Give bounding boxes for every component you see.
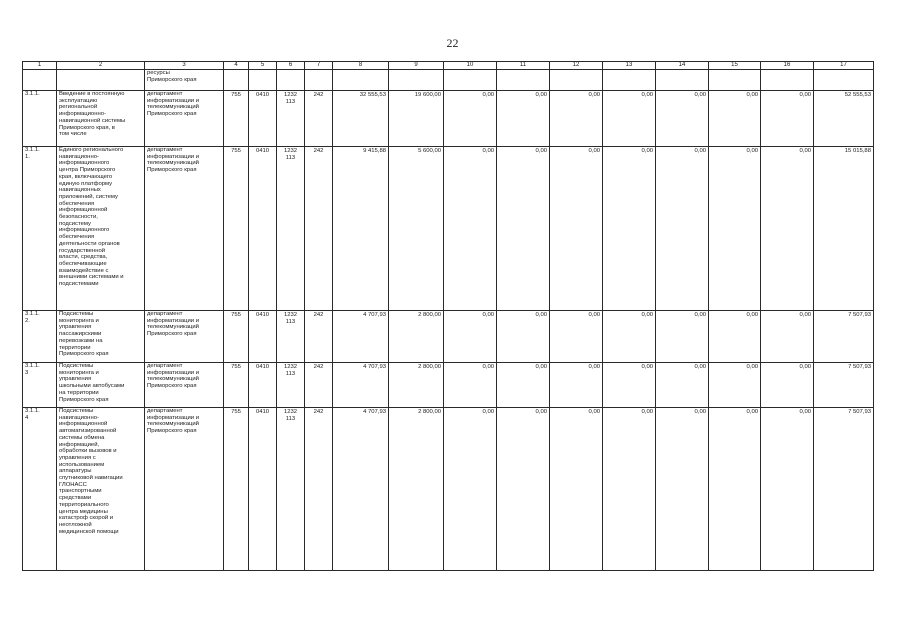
continuation-row <box>23 70 874 91</box>
item-description: Единого регионального навигационно- информационного центра Приморского края, включающего единую платформу навигационных приложений, систему обеспечения информационной безопасности, подсистему информационного обеспечения деятельности органов государственной власти, средства, обеспечивающие взаимодействие с внешними системами и подсистемами <box>57 147 145 311</box>
grbs-code: 755 <box>224 363 249 408</box>
expense-type: 242 <box>305 408 333 571</box>
amount-cell: 4 707,93 <box>333 311 389 363</box>
item-number: 3.1.1. 1. <box>23 147 57 311</box>
col-header: 16 <box>761 62 814 70</box>
cell <box>23 70 57 91</box>
target-code: 1232 113 <box>277 311 305 363</box>
col-header: 9 <box>389 62 444 70</box>
amount-cell: 0,00 <box>709 408 761 571</box>
col-header: 2 <box>57 62 145 70</box>
cell <box>249 70 277 91</box>
item-number: 3.1.1. 3 <box>23 363 57 408</box>
amount-cell: 0,00 <box>603 363 656 408</box>
grbs-code: 755 <box>224 311 249 363</box>
grbs-code: 755 <box>224 91 249 147</box>
item-number: 3.1.1. 2. <box>23 311 57 363</box>
responsible-cell: департамент информатизации и телекоммуникаций Приморского края <box>145 311 224 363</box>
amount-cell: 0,00 <box>656 363 709 408</box>
amount-cell: 0,00 <box>497 363 550 408</box>
amount-cell: 0,00 <box>761 363 814 408</box>
amount-cell: 0,00 <box>761 311 814 363</box>
cell <box>814 70 874 91</box>
budget-table <box>22 61 874 571</box>
amount-cell: 4 707,93 <box>333 408 389 571</box>
amount-cell: 9 415,88 <box>333 147 389 311</box>
responsible-cell: департамент информатизации и телекоммуникаций Приморского края <box>145 408 224 571</box>
col-header: 4 <box>224 62 249 70</box>
amount-cell: 19 600,00 <box>389 91 444 147</box>
total-cell: 7 507,93 <box>814 311 874 363</box>
amount-cell: 5 600,00 <box>389 147 444 311</box>
total-cell: 52 555,53 <box>814 91 874 147</box>
amount-cell: 0,00 <box>656 91 709 147</box>
col-header: 1 <box>23 62 57 70</box>
amount-cell: 4 707,93 <box>333 363 389 408</box>
amount-cell: 0,00 <box>656 408 709 571</box>
item-description: Подсистемы мониторинга и управления школьными автобусами на территории Приморского края <box>57 363 145 408</box>
col-header: 3 <box>145 62 224 70</box>
cell <box>57 70 145 91</box>
amount-cell: 0,00 <box>603 91 656 147</box>
amount-cell: 0,00 <box>497 408 550 571</box>
responsible-cell: ресурсы Приморского края <box>145 70 224 91</box>
section-code: 0410 <box>249 311 277 363</box>
cell <box>444 70 497 91</box>
responsible-cell: департамент информатизации и телекоммуникаций Приморского края <box>145 91 224 147</box>
table-row <box>23 147 874 311</box>
item-number: 3.1.1. <box>23 91 57 147</box>
table-row <box>23 363 874 408</box>
amount-cell: 0,00 <box>444 311 497 363</box>
amount-cell: 0,00 <box>550 91 603 147</box>
amount-cell: 0,00 <box>603 311 656 363</box>
table-row <box>23 408 874 571</box>
amount-cell: 0,00 <box>444 363 497 408</box>
cell <box>305 70 333 91</box>
target-code: 1232 113 <box>277 363 305 408</box>
amount-cell: 0,00 <box>761 147 814 311</box>
item-description: Подсистемы мониторинга и управления пассажирскими перевозками на территории Приморского края <box>57 311 145 363</box>
amount-cell: 0,00 <box>497 147 550 311</box>
col-header: 13 <box>603 62 656 70</box>
amount-cell: 0,00 <box>709 311 761 363</box>
col-header: 7 <box>305 62 333 70</box>
table-row <box>23 91 874 147</box>
col-header: 6 <box>277 62 305 70</box>
expense-type: 242 <box>305 363 333 408</box>
total-cell: 15 015,88 <box>814 147 874 311</box>
cell <box>656 70 709 91</box>
amount-cell: 0,00 <box>709 147 761 311</box>
amount-cell: 0,00 <box>656 147 709 311</box>
amount-cell: 0,00 <box>550 363 603 408</box>
section-code: 0410 <box>249 91 277 147</box>
cell <box>550 70 603 91</box>
amount-cell: 0,00 <box>656 311 709 363</box>
col-header: 15 <box>709 62 761 70</box>
amount-cell: 0,00 <box>761 408 814 571</box>
col-header: 8 <box>333 62 389 70</box>
cell <box>224 70 249 91</box>
amount-cell: 0,00 <box>497 91 550 147</box>
item-description: Подсистемы навигационно- информационной автоматизированной системы обмена информацией, обработки вызовов и управления с использованием аппаратуры спутниковой навигации ГЛОНАСС транспортными средствами территориального центра медицины катастроф скорой и неотложной медицинской помощи <box>57 408 145 571</box>
table-row <box>23 311 874 363</box>
responsible-cell: департамент информатизации и телекоммуникаций Приморского края <box>145 147 224 311</box>
target-code: 1232 113 <box>277 147 305 311</box>
total-cell: 7 507,93 <box>814 363 874 408</box>
amount-cell: 0,00 <box>603 408 656 571</box>
cell <box>761 70 814 91</box>
section-code: 0410 <box>249 408 277 571</box>
amount-cell: 0,00 <box>603 147 656 311</box>
amount-cell: 0,00 <box>497 311 550 363</box>
grbs-code: 755 <box>224 408 249 571</box>
expense-type: 242 <box>305 91 333 147</box>
amount-cell: 0,00 <box>709 91 761 147</box>
target-code: 1232 113 <box>277 408 305 571</box>
amount-cell: 0,00 <box>550 147 603 311</box>
col-header: 10 <box>444 62 497 70</box>
col-header: 17 <box>814 62 874 70</box>
cell <box>333 70 389 91</box>
amount-cell: 0,00 <box>761 91 814 147</box>
header-row <box>23 62 874 70</box>
amount-cell: 0,00 <box>550 311 603 363</box>
expense-type: 242 <box>305 147 333 311</box>
amount-cell: 0,00 <box>444 147 497 311</box>
col-header: 5 <box>249 62 277 70</box>
amount-cell: 2 800,00 <box>389 311 444 363</box>
col-header: 11 <box>497 62 550 70</box>
cell <box>389 70 444 91</box>
expense-type: 242 <box>305 311 333 363</box>
col-header: 14 <box>656 62 709 70</box>
amount-cell: 0,00 <box>444 91 497 147</box>
amount-cell: 2 800,00 <box>389 363 444 408</box>
page-number: 22 <box>446 36 459 50</box>
cell <box>497 70 550 91</box>
section-code: 0410 <box>249 147 277 311</box>
total-cell: 7 507,93 <box>814 408 874 571</box>
cell <box>277 70 305 91</box>
item-number: 3.1.1. 4 <box>23 408 57 571</box>
amount-cell: 0,00 <box>709 363 761 408</box>
amount-cell: 0,00 <box>550 408 603 571</box>
cell <box>603 70 656 91</box>
amount-cell: 2 800,00 <box>389 408 444 571</box>
amount-cell: 32 555,53 <box>333 91 389 147</box>
grbs-code: 755 <box>224 147 249 311</box>
responsible-cell: департамент информатизации и телекоммуникаций Приморского края <box>145 363 224 408</box>
target-code: 1232 113 <box>277 91 305 147</box>
item-description: Введение в постоянную эксплуатацию региональной информационно- навигационной системы Приморского края, в том числе <box>57 91 145 147</box>
section-code: 0410 <box>249 363 277 408</box>
col-header: 12 <box>550 62 603 70</box>
cell <box>709 70 761 91</box>
amount-cell: 0,00 <box>444 408 497 571</box>
